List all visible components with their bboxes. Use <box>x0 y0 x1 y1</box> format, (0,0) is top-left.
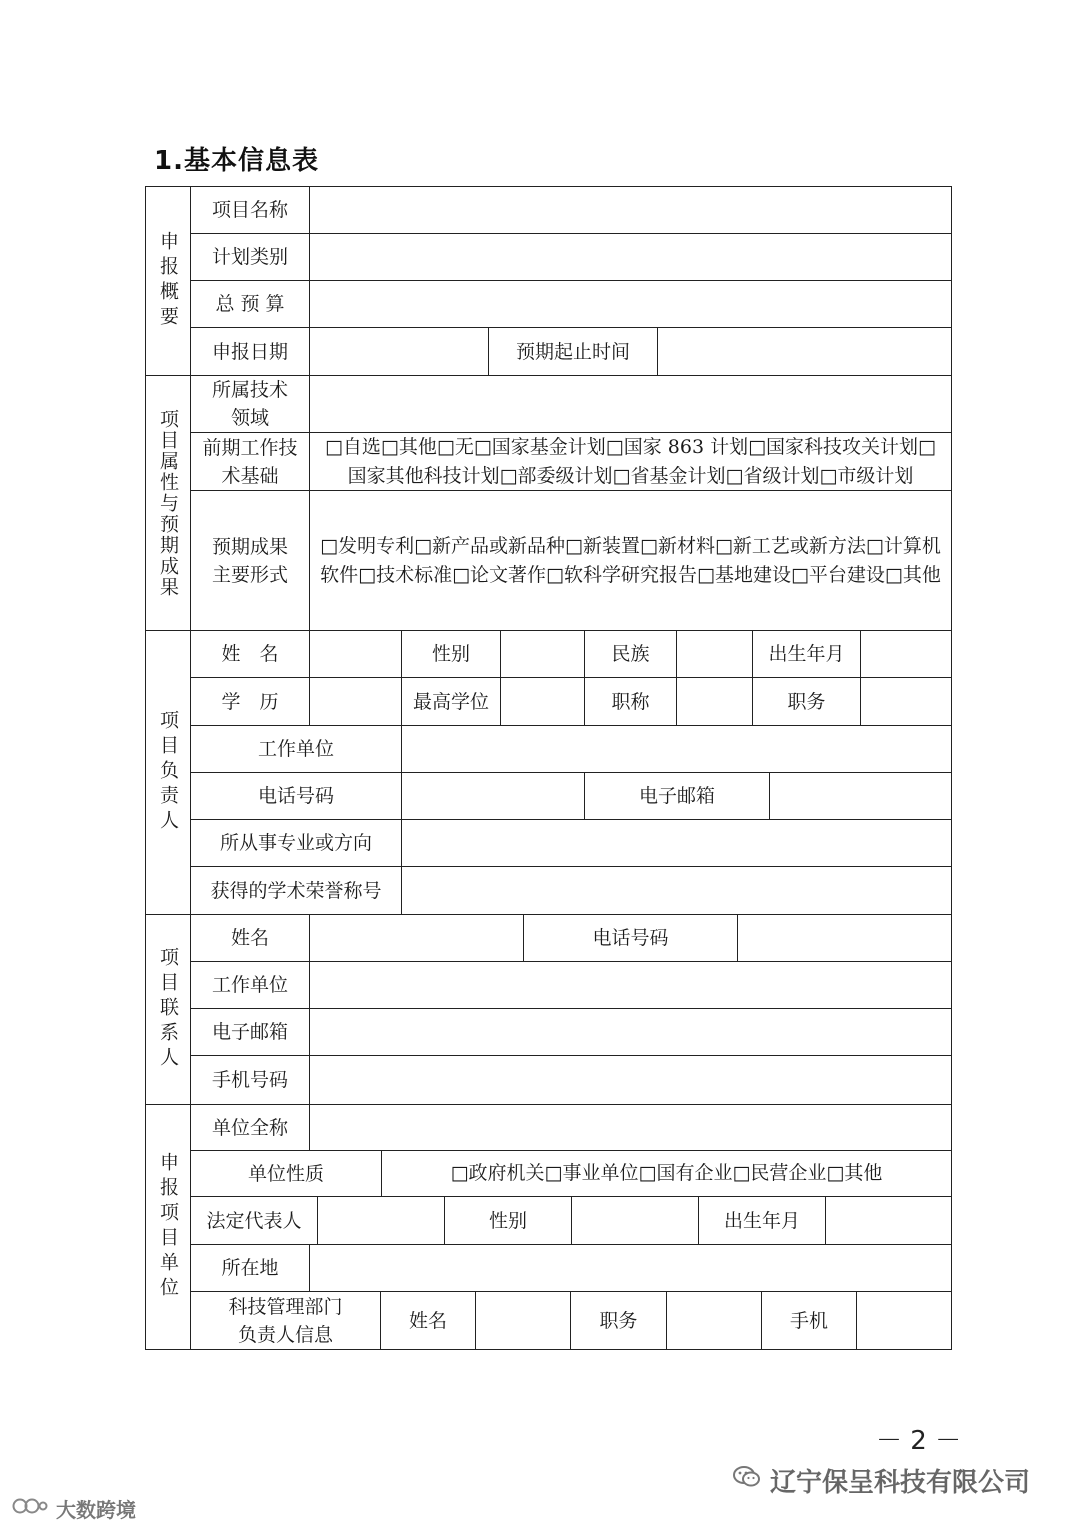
label-legal-rep: 法定代表人 <box>190 1196 318 1245</box>
input-tech-field[interactable] <box>309 375 952 433</box>
section-label-text: 项目属性与预期成果 <box>157 408 179 598</box>
label-leader-specialty: 所从事专业或方向 <box>190 819 402 867</box>
label-plan-type: 计划类别 <box>190 233 310 281</box>
input-expected-period[interactable] <box>657 327 952 376</box>
page-title: 1.基本信息表 <box>154 146 319 176</box>
label-leader-name: 姓 名 <box>190 630 310 678</box>
label-budget: 总 预 算 <box>190 280 310 328</box>
watermark-company-text: 辽宁保呈科技有限公司 <box>770 1468 1031 1498</box>
input-leader-workplace[interactable] <box>401 725 952 773</box>
label-leader-ethnicity: 民族 <box>584 630 677 678</box>
input-legal-rep-birth[interactable] <box>825 1196 952 1245</box>
label-legal-rep-birth: 出生年月 <box>698 1196 826 1245</box>
input-leader-title[interactable] <box>676 677 753 726</box>
input-leader-birth[interactable] <box>860 630 952 678</box>
section-label-text: 项目负责人 <box>157 710 179 835</box>
input-project-name[interactable] <box>309 186 952 234</box>
section-label-attributes <box>145 375 191 631</box>
label-outcome-form: 预期成果主要形式 <box>190 490 310 631</box>
input-leader-degree[interactable] <box>500 677 585 726</box>
unit-nature-checkbox-group[interactable]: □政府机关□事业单位□国有企业□民营企业□其他 <box>381 1150 952 1197</box>
input-legal-rep-gender[interactable] <box>571 1196 699 1245</box>
label-apply-date: 申报日期 <box>190 327 310 376</box>
section-label-text: 申报概要 <box>157 231 179 331</box>
input-mgmt-name[interactable] <box>475 1291 571 1350</box>
label-project-name: 项目名称 <box>190 186 310 234</box>
label-expected-period: 预期起止时间 <box>488 327 658 376</box>
label-leader-birth: 出生年月 <box>752 630 861 678</box>
input-unit-full-name[interactable] <box>309 1104 952 1151</box>
page-number: － 2 － <box>876 1426 962 1456</box>
label-leader-position: 职务 <box>752 677 861 726</box>
prior-basis-checkbox-group[interactable]: □自选□其他□无□国家基金计划□国家 863 计划□国家科技攻关计划□国家其他科技计划□部委级计划□省基金计划□省级计划□市级计划 <box>309 432 952 491</box>
input-legal-rep[interactable] <box>317 1196 445 1245</box>
label-contact-phone: 电话号码 <box>523 914 738 962</box>
input-leader-education[interactable] <box>309 677 402 726</box>
section-label-project-leader <box>145 630 191 915</box>
logo-icon <box>12 1496 48 1521</box>
input-contact-name[interactable] <box>309 914 524 962</box>
label-tech-field: 所属技术领域 <box>190 375 310 433</box>
input-mgmt-position[interactable] <box>666 1291 762 1350</box>
label-leader-phone: 电话号码 <box>190 772 402 820</box>
wechat-icon <box>732 1464 762 1497</box>
input-unit-location[interactable] <box>309 1244 952 1292</box>
section-label-text: 申报项目单位 <box>157 1152 179 1302</box>
label-unit-full-name: 单位全称 <box>190 1104 310 1151</box>
input-mgmt-mobile[interactable] <box>856 1291 952 1350</box>
input-apply-date[interactable] <box>309 327 489 376</box>
label-mgmt-name: 姓名 <box>380 1291 476 1350</box>
input-budget[interactable] <box>309 280 952 328</box>
label-mgmt-mobile: 手机 <box>761 1291 857 1350</box>
label-legal-rep-gender: 性别 <box>444 1196 572 1245</box>
label-mgmt-position: 职务 <box>570 1291 667 1350</box>
watermark-company <box>732 1462 1030 1499</box>
input-contact-workplace[interactable] <box>309 961 952 1009</box>
label-contact-workplace: 工作单位 <box>190 961 310 1009</box>
input-leader-name[interactable] <box>309 630 402 678</box>
input-leader-specialty[interactable] <box>401 819 952 867</box>
input-contact-mobile[interactable] <box>309 1055 952 1105</box>
label-leader-honors: 获得的学术荣誉称号 <box>190 866 402 915</box>
input-leader-phone[interactable] <box>401 772 585 820</box>
input-leader-position[interactable] <box>860 677 952 726</box>
input-leader-honors[interactable] <box>401 866 952 915</box>
label-unit-location: 所在地 <box>190 1244 310 1292</box>
watermark-source <box>12 1494 136 1523</box>
label-leader-education: 学 历 <box>190 677 310 726</box>
input-leader-gender[interactable] <box>500 630 585 678</box>
section-label-applicant-unit <box>145 1104 191 1350</box>
input-contact-phone[interactable] <box>737 914 952 962</box>
label-leader-degree: 最高学位 <box>401 677 501 726</box>
label-leader-email: 电子邮箱 <box>584 772 770 820</box>
label-leader-title: 职称 <box>584 677 677 726</box>
outcome-form-checkbox-group[interactable]: □发明专利□新产品或新品种□新装置□新材料□新工艺或新方法□计算机软件□技术标准□论文著作□软科学研究报告□基地建设□平台建设□其他 <box>309 490 952 631</box>
label-leader-workplace: 工作单位 <box>190 725 402 773</box>
label-unit-nature: 单位性质 <box>190 1150 382 1197</box>
input-contact-email[interactable] <box>309 1008 952 1056</box>
label-mgmt-dept-leader-info: 科技管理部门负责人信息 <box>190 1291 381 1350</box>
section-label-text: 项目联系人 <box>157 947 179 1072</box>
label-prior-basis: 前期工作技术基础 <box>190 432 310 491</box>
section-label-contact <box>145 914 191 1105</box>
label-leader-gender: 性别 <box>401 630 501 678</box>
input-leader-email[interactable] <box>769 772 952 820</box>
section-label-apply-summary <box>145 186 191 376</box>
input-leader-ethnicity[interactable] <box>676 630 753 678</box>
label-contact-name: 姓名 <box>190 914 310 962</box>
watermark-source-text: 大数跨境 <box>56 1498 136 1522</box>
label-contact-mobile: 手机号码 <box>190 1055 310 1105</box>
input-plan-type[interactable] <box>309 233 952 281</box>
label-contact-email: 电子邮箱 <box>190 1008 310 1056</box>
